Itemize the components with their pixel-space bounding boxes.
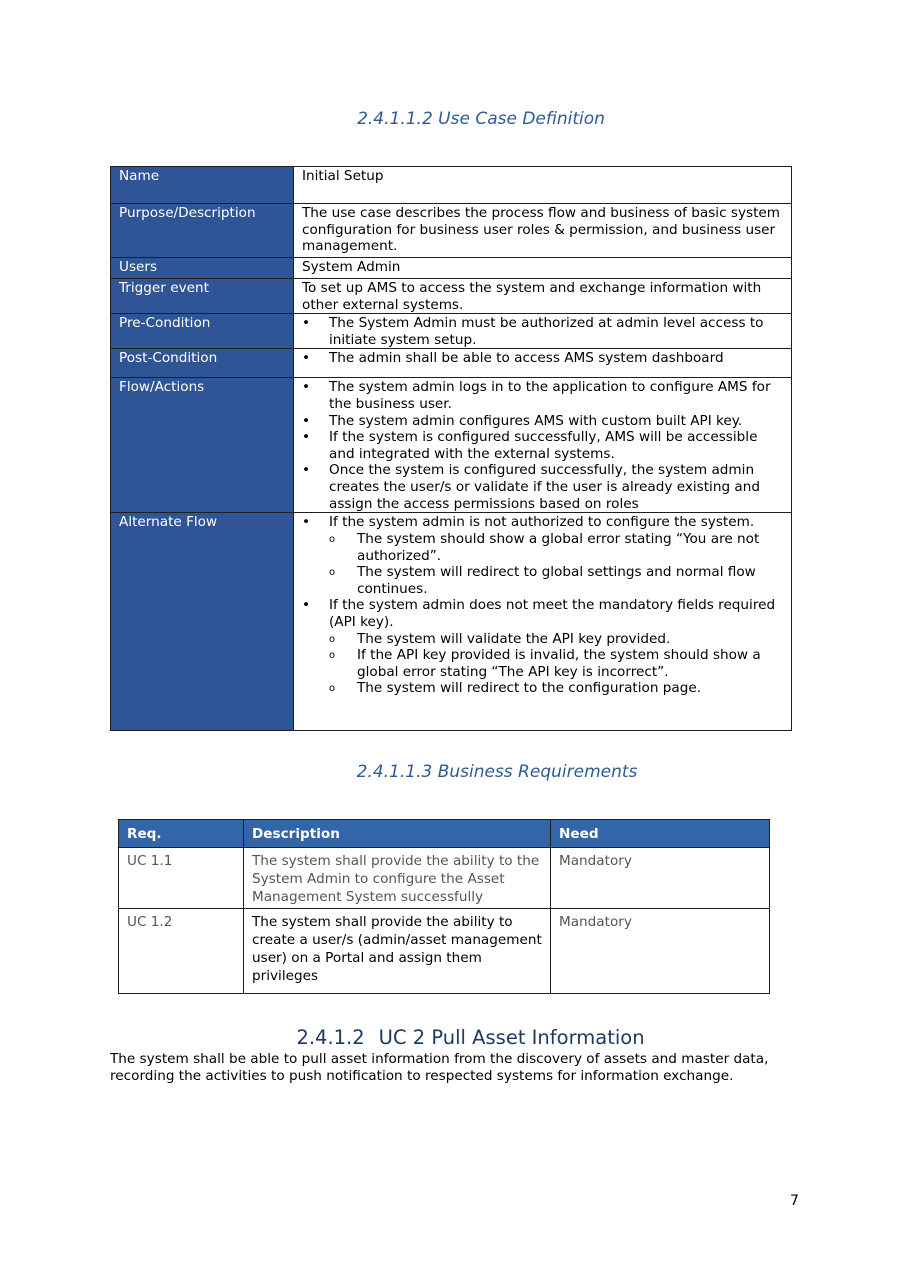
list-item: • The admin shall be able to access AMS system dashboard <box>329 350 783 367</box>
list-item <box>329 597 783 697</box>
users-label: Users <box>111 258 294 279</box>
table-row <box>111 258 792 279</box>
post-condition-label: Post-Condition <box>111 349 294 378</box>
list-item: • The system admin configures AMS with custom built API key. <box>329 413 783 430</box>
name-label: Name <box>111 167 294 204</box>
flow-value <box>294 378 792 513</box>
table-row <box>111 167 792 204</box>
table-row <box>111 314 792 349</box>
table-row <box>111 204 792 258</box>
table-row <box>111 349 792 378</box>
table-row <box>111 378 792 513</box>
pre-condition-value <box>294 314 792 349</box>
alternate-flow-value <box>294 513 792 731</box>
section-heading <box>0 1026 910 1049</box>
business-requirements-heading: 2.4.1.1.3 Business Requirements <box>356 762 638 782</box>
business-requirements-table <box>118 819 770 994</box>
name-value: Initial Setup <box>294 167 792 204</box>
need-cell: Mandatory <box>551 848 770 909</box>
req-cell: UC 1.2 <box>119 909 244 994</box>
pre-condition-label: Pre-Condition <box>111 314 294 349</box>
table-row <box>119 848 770 909</box>
page-number: 7 <box>790 1193 799 1209</box>
sub-list-item: o The system should show a global error stating “You are not authorized”. <box>357 531 783 564</box>
table-row <box>119 909 770 994</box>
req-header: Req. <box>119 820 244 848</box>
list-item <box>329 514 783 597</box>
use-case-heading: 2.4.1.1.2 Use Case Definition <box>357 109 605 129</box>
sub-list-item: o The system will redirect to the configuration page. <box>357 680 783 697</box>
list-item: • Once the system is configured successfully, the system admin creates the user/s or validate if the user is already existing and assign the access permissions based on roles <box>329 462 783 512</box>
list-item-text: If the system admin is not authorized to configure the system. <box>329 514 755 531</box>
trigger-value: To set up AMS to access the system and exchange information with other external systems. <box>294 279 792 314</box>
section-number: 2.4.1.2 <box>296 1026 365 1049</box>
description-cell: The system shall provide the ability to create a user/s (admin/asset management user) on a Portal and assign them privileges <box>244 909 551 994</box>
sub-list-item: o The system will redirect to global settings and normal flow continues. <box>357 564 783 597</box>
purpose-value: The use case describes the process flow and business of basic system configuration for business user roles & permission, and business user management. <box>294 204 792 258</box>
req-cell: UC 1.1 <box>119 848 244 909</box>
section-title: UC 2 Pull Asset Information <box>378 1026 645 1049</box>
sub-list-item: o The system will validate the API key provided. <box>357 631 783 648</box>
section-paragraph: The system shall be able to pull asset information from the discovery of assets and master data, recording the activities to push notification to respected systems for information exchange. <box>110 1051 769 1084</box>
table-header-row <box>119 820 770 848</box>
sub-list-item: o If the API key provided is invalid, the system should show a global error stating “The API key is incorrect”. <box>357 647 783 680</box>
flow-label: Flow/Actions <box>111 378 294 513</box>
list-item: • If the system is configured successfully, AMS will be accessible and integrated with the external systems. <box>329 429 783 462</box>
table-row <box>111 279 792 314</box>
purpose-label: Purpose/Description <box>111 204 294 258</box>
list-item: • The System Admin must be authorized at admin level access to initiate system setup. <box>329 315 783 348</box>
list-item-text: If the system admin does not meet the mandatory fields required (API key). <box>329 597 776 630</box>
trigger-label: Trigger event <box>111 279 294 314</box>
alternate-flow-label: Alternate Flow <box>111 513 294 731</box>
description-header: Description <box>244 820 551 848</box>
post-condition-value <box>294 349 792 378</box>
need-header: Need <box>551 820 770 848</box>
description-cell: The system shall provide the ability to the System Admin to configure the Asset Management System successfully <box>244 848 551 909</box>
users-value: System Admin <box>294 258 792 279</box>
use-case-table <box>110 166 792 731</box>
need-cell: Mandatory <box>551 909 770 994</box>
list-item: • The system admin logs in to the application to configure AMS for the business user. <box>329 379 783 412</box>
table-row <box>111 513 792 731</box>
